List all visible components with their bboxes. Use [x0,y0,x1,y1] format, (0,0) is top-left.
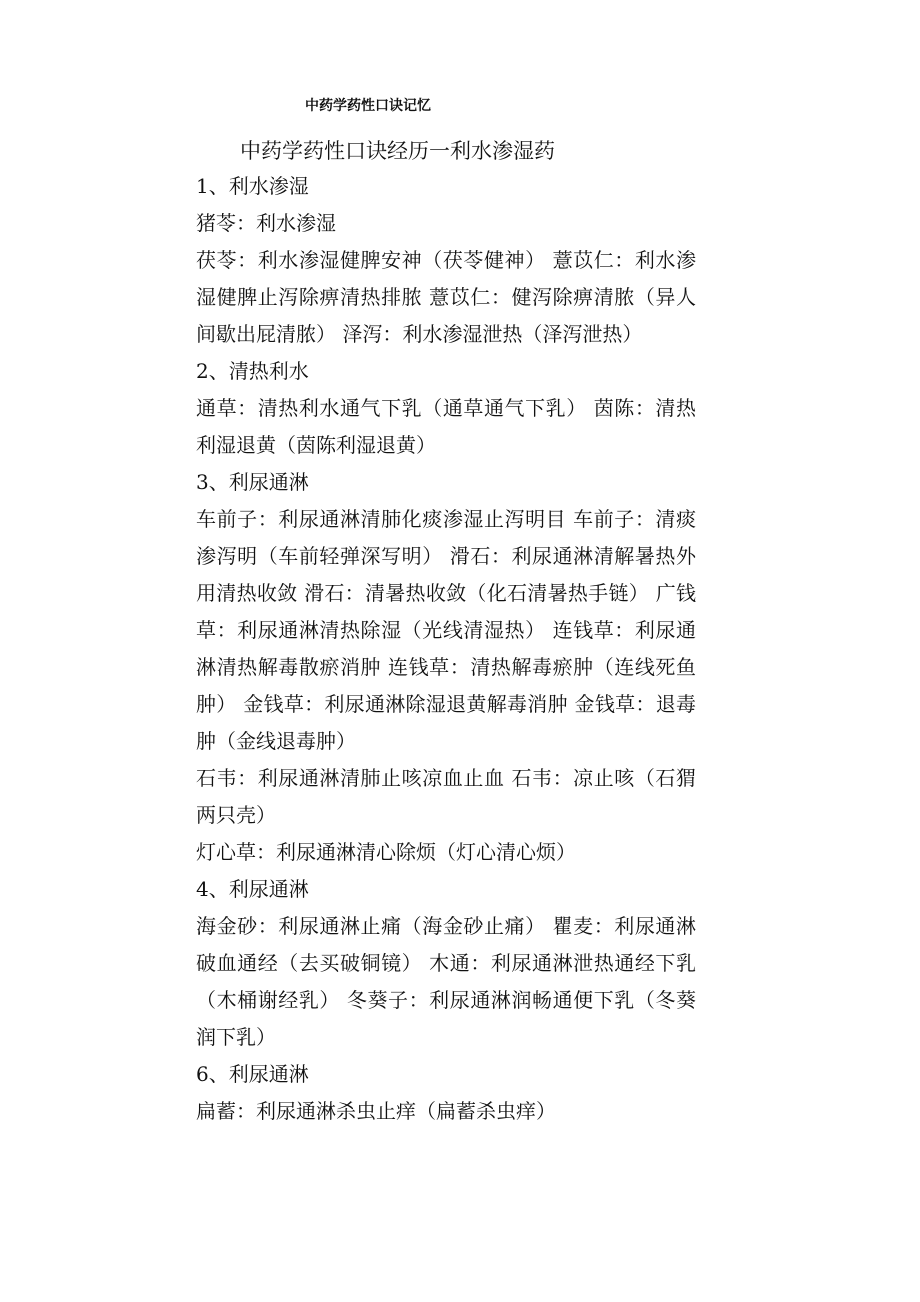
paragraph-haijinsha-qumai-mutong-dongkuizi: 海金砂：利尿通淋止痛（海金砂止痛） 瞿麦：利尿通淋破血通经（去买破铜镜） 木通：利尿通淋泄热通经下乳（木桶谢经乳） 冬葵子：利尿通淋润畅通便下乳（冬葵润下乳） [196,914,696,1049]
paragraph-tongcao-yinchen: 通草：清热利水通气下乳（通草通气下乳） 茵陈：清热利湿退黄（茵陈利湿退黄） [196,396,696,457]
section-heading-4: 4、利尿通淋 [196,877,309,901]
section-heading-1: 1、利水渗湿 [196,174,309,198]
section-heading-6: 6、利尿通淋 [196,1062,309,1086]
paragraph-cheqianzi-huashi-jinqiancao: 车前子：利尿通淋清肺化痰渗湿止泻明目 车前子：清痰渗泻明（车前轻弹深写明） 滑石：利尿通淋清解暑热外用清热收敛 滑石：清暑热收敛（化石清暑热手链） 广钱草：利尿通淋清热除湿（光线清湿热） 连钱草：利尿通淋清热解毒散瘀消肿 连钱草：清热解毒瘀肿（连线死鱼肿） 金钱草：利尿通淋除湿退黄解毒消肿 金钱草：退毒肿（金线退毒肿） [196,507,696,753]
document-body [196,168,696,1130]
section-heading-3: 3、利尿通淋 [196,470,309,494]
paragraph-bianxu: 扁蓄：利尿通淋杀虫止痒（扁蓄杀虫痒） [196,1099,556,1123]
paragraph-fuling-yiyiren-zexie: 茯苓：利水渗湿健脾安神（茯苓健神） 薏苡仁：利水渗湿健脾止泻除痹清热排脓 薏苡仁：健泻除痹清脓（异人间歇出屁清脓） 泽泻：利水渗湿泄热（泽泻泄热） [196,248,696,346]
paragraph-shiwei: 石韦：利尿通淋清肺止咳凉血止血 石韦：凉止咳（石猬两只壳） [196,766,696,827]
document-title: 中药学药性口诀经历一利水渗湿药 [240,139,555,163]
paragraph-dengxincao: 灯心草：利尿通淋清心除烦（灯心清心烦） [196,840,576,864]
section-heading-2: 2、清热利水 [196,359,309,383]
header-title: 中药学药性口诀记忆 [305,98,431,114]
paragraph-zhuling: 猪苓：利水渗湿 [196,211,336,235]
